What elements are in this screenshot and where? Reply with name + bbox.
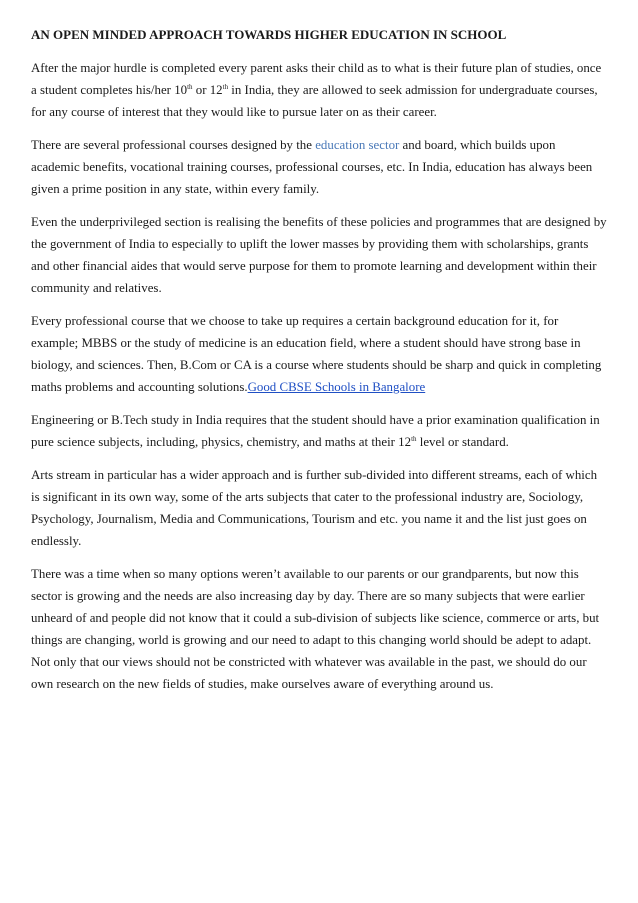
superscript-th: th bbox=[187, 83, 193, 91]
paragraph-4-text: Every professional course that we choose to take up requires a certain background education for it, for example; MBBS or the study of medicine is an education field, where a student should have strong base in biology, and sciences. Then, B.Com or CA is a course where students should be sharp and quick in completing maths problems and accounting solutions. bbox=[31, 314, 602, 394]
paragraph-1-text-b: or 12 bbox=[192, 83, 223, 97]
paragraph-2-text-a: There are several professional courses designed by the bbox=[31, 138, 316, 152]
paragraph-6: Arts stream in particular has a wider approach and is further sub-divided into different streams, each of which is significant in its own way, some of the arts subjects that cater to the professional industry are, Sociology, Psychology, Journalism, Media and Communications, Tourism and etc. you name it and the list just goes on endlessly. bbox=[31, 468, 598, 548]
document-page bbox=[31, 24, 607, 706]
document-title: AN OPEN MINDED APPROACH TOWARDS HIGHER EDUCATION IN SCHOOL bbox=[31, 27, 507, 42]
paragraph-5-text-b: level or standard. bbox=[416, 435, 509, 449]
education-sector-keyword: education sector bbox=[315, 138, 400, 152]
paragraph-1 bbox=[31, 57, 607, 123]
paragraph-3: Even the underprivileged section is realising the benefits of these policies and programmes that are designed by the government of India to especially to uplift the lower masses by providing them with scholarships, grants and other financial aides that would serve purpose for them to promote learning and development within their community and relatives. bbox=[31, 215, 607, 295]
paragraph-7: There was a time when so many options weren’t available to our parents or our grandparents, but now this sector is growing and the needs are also increasing day by day. There are so many subjects that were earlier unheard of and people did not know that it could a sub-division of subjects like science, commerce or arts, but things are changing, world is growing and our need to adapt to this changing world should be adept to adapt. Not only that our views should not be constricted with whatever was available in the past, we should do our own research on the new fields of studies, make ourselves aware of everything around us. bbox=[31, 567, 600, 691]
paragraph-2 bbox=[31, 134, 607, 200]
paragraph-4 bbox=[31, 310, 607, 398]
superscript-th: th bbox=[411, 435, 417, 443]
superscript-th: th bbox=[222, 83, 229, 91]
paragraph-2-text-b: and board, which builds upon academic benefits, vocational training courses, professional courses, etc. In India, education has always been given a prime position in any state, within every family. bbox=[31, 138, 593, 196]
cbse-schools-link[interactable]: Good CBSE Schools in Bangalore bbox=[247, 380, 426, 394]
paragraph-5-text-a: Engineering or B.Tech study in India requires that the student should have a prior examination qualification in pure science subjects, including, physics, chemistry, and maths at their 12 bbox=[31, 413, 600, 449]
paragraph-1-text-c: in India, they are allowed to seek admission for undergraduate courses, for any course of interest that they would like to pursue later on as their career. bbox=[31, 83, 598, 119]
paragraph-1-text-a: After the major hurdle is completed every parent asks their child as to what is their future plan of studies, once a student completes his/her 10 bbox=[31, 61, 602, 97]
paragraph-5 bbox=[31, 409, 607, 453]
